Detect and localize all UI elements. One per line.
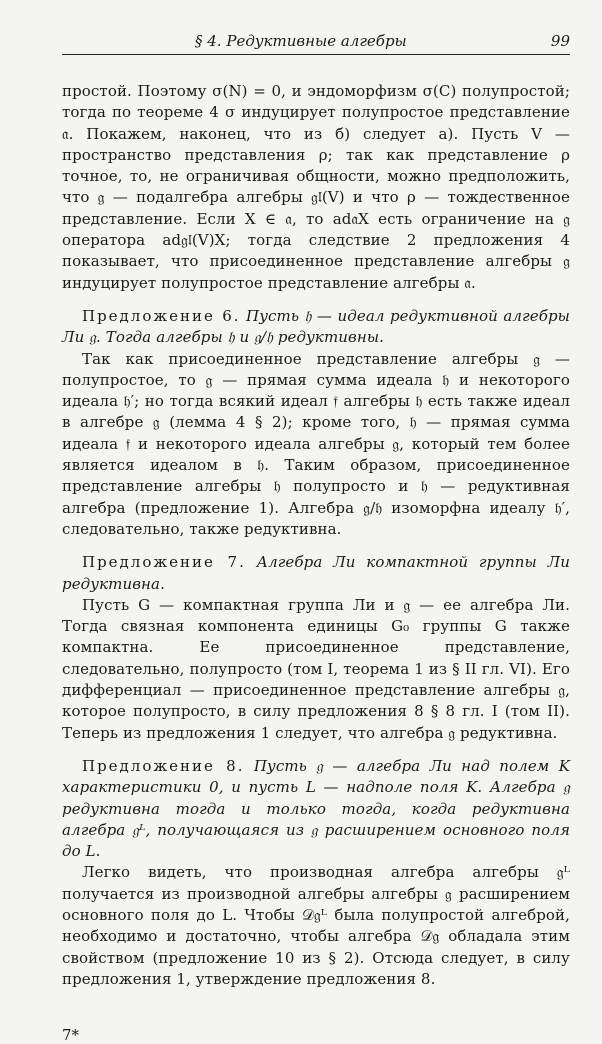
proposition-8 [62, 756, 570, 862]
paragraph: простой. Поэтому σ(N) = 0, и эндоморфизм σ(C) полупростой; тогда по теореме 4 σ индуцирует полупростое представление 𝔞. Покажем, наконец, что из б) следует а). Пусть V — пространство представления ρ; так как представление ρ точное, то, не ограничивая общности, можно предположить, что 𝔤 — подалгебра алгебры 𝔤𝔩(V) и что ρ — тождественное представление. Если X ∈ 𝔞, то ad𝔞X есть ограничение на 𝔤 оператора ad𝔤𝔩(V)X; тогда следствие 2 предложения 4 показывает, что присоединенное представление алгебры 𝔤 индуцирует полупростое представление алгебры 𝔞. [62, 82, 570, 292]
proposition-heading: Предложение 8. [82, 756, 245, 775]
proposition-6 [62, 306, 570, 349]
running-header [62, 30, 570, 55]
paragraph: Легко видеть, что производная алгебра алгебры 𝔤ᴸ получается из производной алгебры алгебры 𝔤 расширением основного поля до L. Чтобы 𝒟𝔤ᴸ была полупростой алгеброй, необходимо и достаточно, чтобы алгебра 𝒟𝔤 обладала этим свойством (предложение 10 из § 2). Отсюда следует, в силу предложения 1, утверждение предложения 8. [62, 863, 570, 988]
page-number: 99 [550, 32, 570, 50]
page [62, 30, 570, 1044]
paragraph: Пусть G — компактная группа Ли и 𝔤 — ее алгебра Ли. Тогда связная компонента единицы G₀ группы G также компактна. Ее присоединенное представление, следовательно, полупросто (том I, теорема 1 из § II гл. VI). Его дифференциал — присоединенное представление алгебры 𝔤, которое полупросто, в силу предложения 8 § 8 гл. I (том II). Теперь из предложения 1 следует, что алгебра 𝔤 редуктивна. [62, 595, 570, 742]
paragraph: Так как присоединенное представление алгебры 𝔤 — полупростое, то 𝔤 — прямая сумма идеала 𝔥 и некоторого идеала 𝔥′; но тогда всякий идеал 𝔣 алгебры 𝔥 есть также идеал в алгебре 𝔤 (лемма 4 § 2); кроме того, 𝔥 — прямая сумма идеала 𝔣 и некоторого идеала алгебры 𝔤, который тем более является идеалом в 𝔥. Таким образом, присоединенное представление алгебры 𝔥 полупросто и 𝔥 — редуктивная алгебра (предложение 1). Алгебра 𝔤/𝔥 изоморфна идеалу 𝔥′, следовательно, также редуктивна. [62, 349, 570, 538]
proposition-statement: Пусть 𝔤 — алгебра Ли над полем K характеристики 0, и пусть L — надполе поля K. Алгебра 𝔤 редуктивна тогда и только тогда, когда редуктивна алгебра 𝔤ᴸ, получающаяся из 𝔤 расширением основного поля до L. [62, 756, 571, 861]
proposition-7 [62, 552, 570, 595]
proposition-statement: Алгебра Ли компактной группы Ли редуктивна. [62, 553, 570, 593]
signature-mark: 7* [62, 1026, 80, 1044]
proposition-statement: Пусть 𝔥 — идеал редуктивной алгебры Ли 𝔤. Тогда алгебры 𝔥 и 𝔤/𝔥 редуктивны. [62, 306, 570, 347]
proposition-heading: Предложение 7. [82, 553, 246, 572]
section-title: § 4. Редуктивные алгебры [195, 32, 407, 50]
proposition-heading: Предложение 6. [82, 306, 241, 325]
body-text [62, 81, 570, 990]
